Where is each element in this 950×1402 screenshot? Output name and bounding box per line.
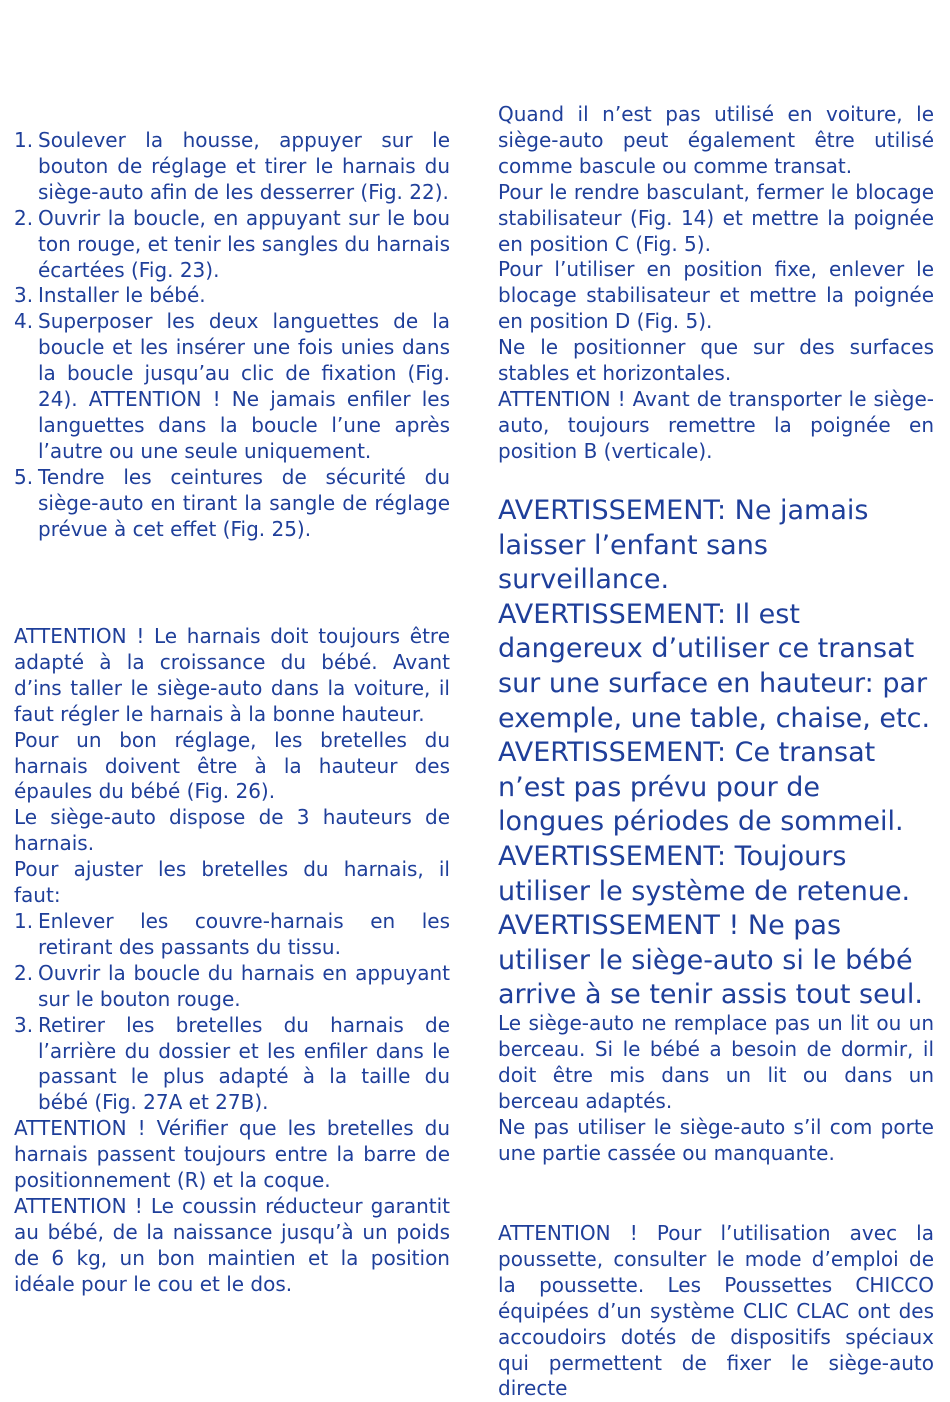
step-item [14, 961, 450, 1013]
step-number: 4. [14, 309, 34, 334]
step-item [14, 128, 450, 206]
broken-parts-paragraph: Ne pas utiliser le siège-auto s’il com porte une partie cassée ou manquante. [498, 1114, 934, 1165]
step-item [14, 909, 450, 961]
step-number: 3. [14, 1012, 34, 1037]
bed-paragraph: Le siège-auto ne remplace pas un lit ou un berceau. Si le bébé a besoin de dormir, il doit être mis dans un lit ou dans un berceau adaptés. [498, 1011, 934, 1113]
warning-text: AVERTISSEMENT: Il est dangereux d’utiliser ce transat sur une surface en hauteur: par exemple, une table, chaise, etc. [498, 598, 931, 734]
warning-text: AVERTISSEMENT: Ne jamais laisser l’enfant sans surveillance. [498, 495, 869, 596]
step-number: 5. [14, 464, 34, 489]
right-bed-block [498, 1011, 934, 1166]
step-item [14, 283, 450, 309]
step-text: Enlever les couvre-harnais en les retirant des passants du tissu. [38, 908, 450, 959]
transport-attention-paragraph: ATTENTION ! Avant de transporter le siège-auto, toujours remettre la poignée en position B (verticale). [498, 386, 934, 463]
step-item [14, 206, 450, 284]
attention-paragraph: ATTENTION ! Le harnais doit toujours être adapté à la croissance du bébé. Avant d’ins taller le siège-auto dans la voiture, il faut régler le harnais à la bonne hauteur. [14, 624, 450, 726]
warnings-block [498, 494, 934, 1013]
rocker-intro-paragraph: Quand il n’est pas utilisé en voiture, le siège-auto peut également être utilisé comme bascule ou comme transat. [498, 102, 934, 178]
numbered-steps-harness [14, 128, 450, 543]
step-number: 2. [14, 960, 34, 985]
step-text: Installer le bébé. [38, 283, 206, 308]
attention-paragraph: ATTENTION ! Vérifier que les bretelles du harnais passent toujours entre la barre de positionnement (R) et la coque. [14, 1116, 450, 1193]
step-text: Ouvrir la boucle du harnais en appuyant sur le bouton rouge. [38, 960, 450, 1011]
fixed-mode-paragraph: Pour l’utiliser en position fixe, enlever le blocage stabilisateur et mettre la poignée en position D (Fig. 5). [498, 257, 934, 334]
how-to-adjust-paragraph: Pour ajuster les bretelles du harnais, il faut: [14, 857, 450, 908]
numbered-steps-straps [14, 909, 450, 1116]
step-text: Superposer les deux languettes de la boucle et les insérer une fois unies dans la boucle jusqu’au clic de fixation (Fig. 24). ATTENTION ! Ne jamais enfiler les languettes dans la boucle l’une après l’autre ou une seule uniquement. [38, 309, 450, 463]
surfaces-paragraph: Ne le positionner que sur des surfaces stables et horizontales. [498, 335, 934, 386]
left-adjustment-block [14, 624, 450, 1298]
right-rocker-block [498, 102, 934, 465]
rocking-mode-paragraph: Pour le rendre basculant, fermer le blocage stabilisateur (Fig. 14) et mettre la poignée en position C (Fig. 5). [498, 179, 934, 256]
attention-paragraph: ATTENTION ! Le coussin réducteur garantit au bébé, de la naissance jusqu’à un poids de 6 kg, un bon maintien et la position idéale pour le cou et le dos. [14, 1193, 450, 1296]
step-number: 3. [14, 283, 34, 308]
heights-paragraph: Le siège-auto dispose de 3 hauteurs de harnais. [14, 805, 450, 856]
step-text: Ouvrir la boucle, en appuyant sur le bou ton rouge, et tenir les sangles du harnais écartées (Fig. 23). [38, 205, 450, 282]
warning-text: AVERTISSEMENT ! Ne pas utiliser le siège-auto si le bébé arrive à se tenir assis tout seul. [498, 910, 923, 1011]
step-number: 2. [14, 205, 34, 230]
step-item [14, 1013, 450, 1117]
step-item [14, 309, 450, 464]
step-text: Tendre les ceintures de sécurité du siège-auto en tirant la sangle de réglage prévue à cet effet (Fig. 25). [38, 464, 450, 541]
warning-text: AVERTISSEMENT: Ce transat n’est pas prévu pour de longues périodes de sommeil. [498, 737, 904, 838]
adjustment-paragraph: Pour un bon réglage, les bretelles du harnais doivent être à la hauteur des épaules du bébé (Fig. 26). [14, 727, 450, 804]
step-text: Retirer les bretelles du harnais de l’arrière du dossier et les enfiler dans le passant le plus adapté à la taille du bébé (Fig. 27A et 27B). [38, 1012, 450, 1115]
step-item [14, 465, 450, 543]
left-steps-block [14, 128, 450, 543]
step-text: Soulever la housse, appuyer sur le bouton de réglage et tirer le harnais du siège-auto afin de les desserrer (Fig. 22). [38, 128, 450, 204]
warning-text: AVERTISSEMENT: Toujours utiliser le système de retenue. [498, 840, 911, 907]
step-number: 1. [14, 128, 34, 152]
right-stroller-block [498, 1221, 934, 1402]
stroller-attention-paragraph: ATTENTION ! Pour l’utilisation avec la poussette, consulter le mode d’emploi de la poussette. Les Poussettes CHICCO équipées d’un système CLIC CLAC ont des accoudoirs dotés de dispositifs spéciaux qui permettent de fixer le siège-auto directe [498, 1221, 934, 1401]
step-number: 1. [14, 908, 34, 933]
